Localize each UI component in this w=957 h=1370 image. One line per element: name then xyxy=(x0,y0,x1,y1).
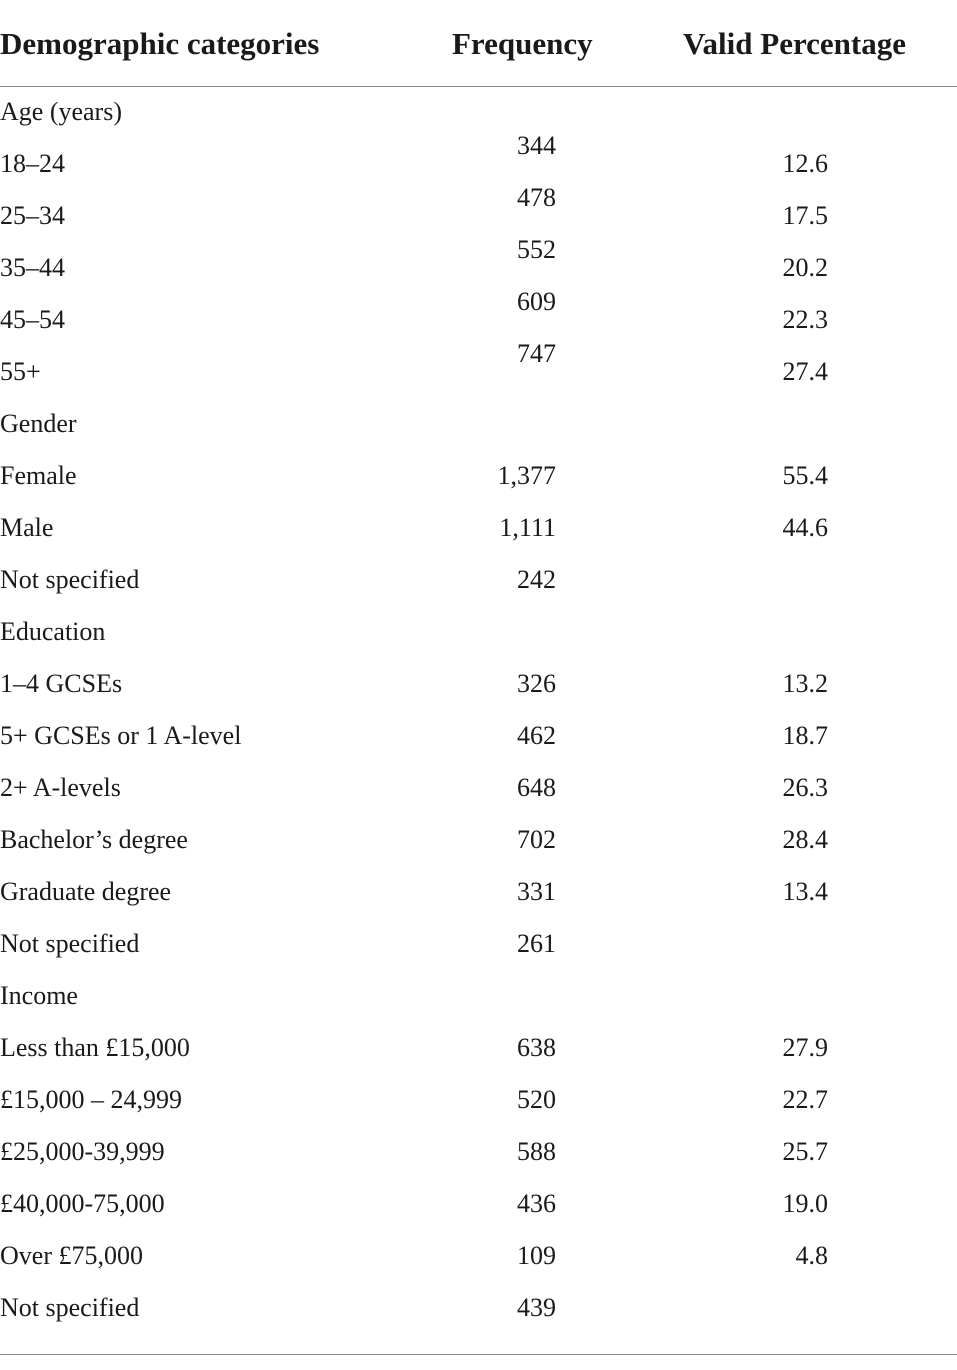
table-row xyxy=(0,659,957,711)
table-row xyxy=(0,763,957,815)
table-row xyxy=(0,339,957,399)
table-row xyxy=(0,287,957,347)
frequency-cell: 436 xyxy=(517,1189,556,1218)
category-cell: Graduate degree xyxy=(0,877,172,906)
category-cell: Gender xyxy=(0,409,77,438)
table-row xyxy=(0,131,957,191)
table-row xyxy=(0,87,957,139)
category-cell: Not specified xyxy=(0,929,140,958)
percentage-cell: 22.7 xyxy=(782,1085,828,1114)
percentage-cell: 25.7 xyxy=(782,1137,828,1166)
table-row xyxy=(0,607,957,659)
percentage-cell: 44.6 xyxy=(782,513,828,542)
percentage-cell: 17.5 xyxy=(782,201,828,230)
frequency-cell: 326 xyxy=(517,669,556,698)
percentage-cell: 55.4 xyxy=(782,461,828,490)
category-cell: Female xyxy=(0,461,77,490)
percentage-cell: 20.2 xyxy=(782,253,828,282)
category-cell: £25,000-39,999 xyxy=(0,1137,165,1166)
table-row xyxy=(0,399,957,451)
table-row xyxy=(0,1179,957,1231)
frequency-cell: 638 xyxy=(517,1033,556,1062)
frequency-cell: 520 xyxy=(517,1085,556,1114)
category-cell: Education xyxy=(0,617,106,646)
percentage-cell: 13.4 xyxy=(782,877,828,906)
frequency-cell: 344 xyxy=(517,131,556,160)
frequency-cell: 747 xyxy=(517,339,556,368)
header-demographic-categories: Demographic categories xyxy=(0,26,320,61)
table-row xyxy=(0,1023,957,1075)
table-row xyxy=(0,971,957,1023)
table-row xyxy=(0,503,957,555)
table-row xyxy=(0,1231,957,1283)
percentage-cell: 19.0 xyxy=(782,1189,828,1218)
percentage-cell: 27.9 xyxy=(782,1033,828,1062)
category-cell: Male xyxy=(0,513,54,542)
category-cell: £40,000-75,000 xyxy=(0,1189,165,1218)
category-cell: 55+ xyxy=(0,357,41,386)
frequency-cell: 702 xyxy=(517,825,556,854)
category-cell: Bachelor’s degree xyxy=(0,825,188,854)
frequency-cell: 1,377 xyxy=(497,461,556,490)
frequency-cell: 109 xyxy=(517,1241,556,1270)
percentage-cell: 18.7 xyxy=(782,721,828,750)
category-cell: 2+ A-levels xyxy=(0,773,121,802)
table-row xyxy=(0,1283,957,1335)
percentage-cell: 13.2 xyxy=(782,669,828,698)
percentage-cell: 26.3 xyxy=(782,773,828,802)
table-bottom-rule xyxy=(0,1354,957,1355)
frequency-cell: 478 xyxy=(517,183,556,212)
header-frequency: Frequency xyxy=(452,26,593,61)
percentage-cell: 28.4 xyxy=(782,825,828,854)
category-cell: 5+ GCSEs or 1 A-level xyxy=(0,721,242,750)
category-cell: 35–44 xyxy=(0,253,65,282)
table-row xyxy=(0,1075,957,1127)
table-row xyxy=(0,867,957,919)
category-cell: Less than £15,000 xyxy=(0,1033,190,1062)
table-row xyxy=(0,919,957,971)
category-cell: £15,000 – 24,999 xyxy=(0,1085,182,1114)
table-row xyxy=(0,1127,957,1179)
category-cell: 25–34 xyxy=(0,201,65,230)
category-cell: 1–4 GCSEs xyxy=(0,669,123,698)
table-row xyxy=(0,183,957,243)
percentage-cell: 22.3 xyxy=(782,305,828,334)
frequency-cell: 462 xyxy=(517,721,556,750)
category-cell: Age (years) xyxy=(0,97,122,126)
frequency-cell: 242 xyxy=(517,565,556,594)
table-header xyxy=(0,0,957,87)
category-cell: Over £75,000 xyxy=(0,1241,143,1270)
table-row xyxy=(0,235,957,295)
category-cell: Not specified xyxy=(0,565,140,594)
frequency-cell: 331 xyxy=(517,877,556,906)
category-cell: 18–24 xyxy=(0,149,65,178)
frequency-cell: 609 xyxy=(517,287,556,316)
frequency-cell: 588 xyxy=(517,1137,556,1166)
frequency-cell: 552 xyxy=(517,235,556,264)
category-cell: Income xyxy=(0,981,78,1010)
frequency-cell: 1,111 xyxy=(499,513,556,542)
table-row xyxy=(0,711,957,763)
frequency-cell: 439 xyxy=(517,1293,556,1322)
frequency-cell: 648 xyxy=(517,773,556,802)
table-row xyxy=(0,555,957,607)
table-row xyxy=(0,451,957,503)
category-cell: Not specified xyxy=(0,1293,140,1322)
header-valid-percentage: Valid Percentage xyxy=(683,26,906,61)
table-row xyxy=(0,815,957,867)
percentage-cell: 4.8 xyxy=(795,1241,828,1270)
percentage-cell: 12.6 xyxy=(782,149,828,178)
percentage-cell: 27.4 xyxy=(782,357,828,386)
category-cell: 45–54 xyxy=(0,305,65,334)
frequency-cell: 261 xyxy=(517,929,556,958)
